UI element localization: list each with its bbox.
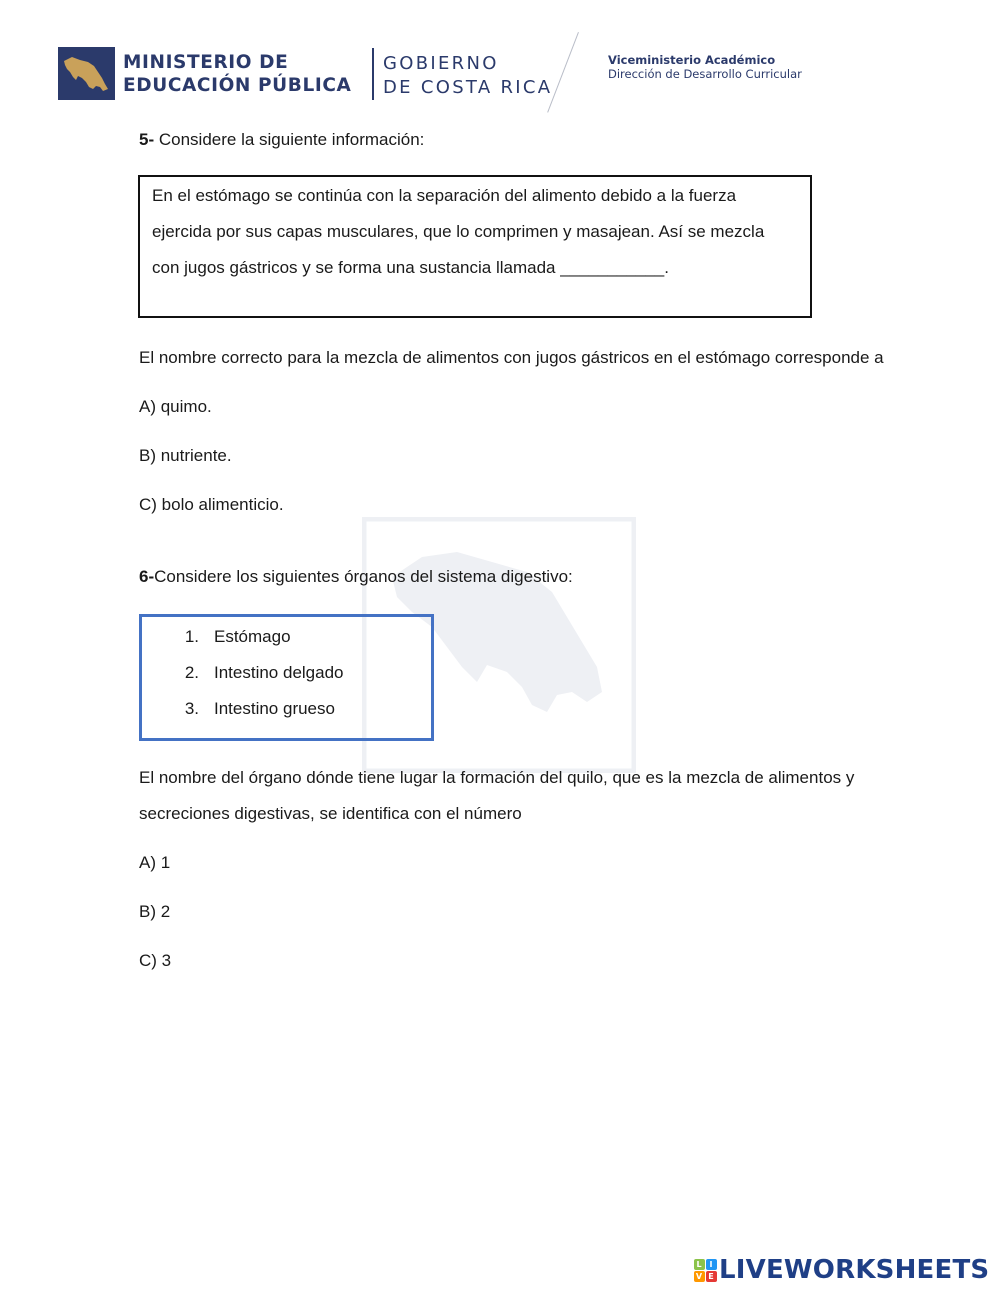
q5-option-c[interactable]: C) bolo alimenticio. — [139, 495, 284, 514]
q5-question: El nombre correcto para la mezcla de alimentos con jugos gástricos en el estómago corresponde a — [139, 348, 884, 367]
q5-box-line: ejercida por sus capas musculares, que lo comprimen y masajean. Así se mezcla — [152, 222, 765, 241]
vice-ministry-subtitle: Dirección de Desarrollo Curricular — [608, 67, 802, 81]
brand-icon-letter: I — [706, 1259, 717, 1270]
q6-option-b[interactable]: B) 2 — [139, 902, 171, 921]
brand-icon-letter: E — [706, 1271, 717, 1282]
brand-text: LIVEWORKSHEETS — [719, 1255, 990, 1285]
liveworksheets-brand[interactable] — [693, 1257, 989, 1283]
q6-list-number: 2. — [184, 663, 199, 682]
brand-icon-letter: V — [694, 1271, 705, 1282]
header-divider — [372, 48, 374, 100]
vice-ministry-title: Viceministerio Académico — [608, 53, 776, 67]
q5-option-a[interactable]: A) quimo. — [139, 397, 212, 416]
ministry-name-line2: EDUCACIÓN PÚBLICA — [123, 75, 352, 96]
ministry-logo-icon — [58, 47, 115, 100]
brand-icon-letter: L — [694, 1259, 705, 1270]
header-diagonal-divider — [547, 32, 579, 113]
q6-option-c[interactable]: C) 3 — [139, 951, 172, 970]
ministry-name-line1: MINISTERIO DE — [123, 52, 289, 73]
q5-prompt-text: Considere la siguiente información: — [158, 130, 425, 149]
q6-question-line: secreciones digestivas, se identifica con el número — [139, 804, 522, 823]
q5-number: 5- — [139, 130, 155, 149]
q6-prompt — [139, 567, 573, 587]
q6-number: 6- — [139, 567, 155, 586]
q5-box-line: En el estómago se continúa con la separación del alimento debido a la fuerza — [152, 186, 737, 205]
q6-list-item: Estómago — [214, 627, 291, 646]
q6-option-a[interactable]: A) 1 — [139, 853, 171, 872]
q6-list-number: 3. — [184, 699, 199, 718]
q5-option-b[interactable]: B) nutriente. — [139, 446, 232, 465]
q6-list-item: Intestino delgado — [214, 663, 344, 682]
q6-list-item: Intestino grueso — [214, 699, 335, 718]
q6-prompt-text: Considere los siguientes órganos del sistema digestivo: — [154, 567, 573, 586]
liveworksheets-icon — [693, 1258, 717, 1282]
government-line2: DE COSTA RICA — [383, 77, 553, 98]
q6-list-number: 1. — [184, 627, 199, 646]
q6-question-line: El nombre del órgano dónde tiene lugar la formación del quilo, que es la mezcla de alimentos y — [139, 768, 855, 787]
government-line1: GOBIERNO — [383, 53, 499, 74]
q5-box-line: con jugos gástricos y se forma una sustancia llamada ___________. — [152, 258, 669, 277]
q5-prompt — [139, 130, 424, 150]
